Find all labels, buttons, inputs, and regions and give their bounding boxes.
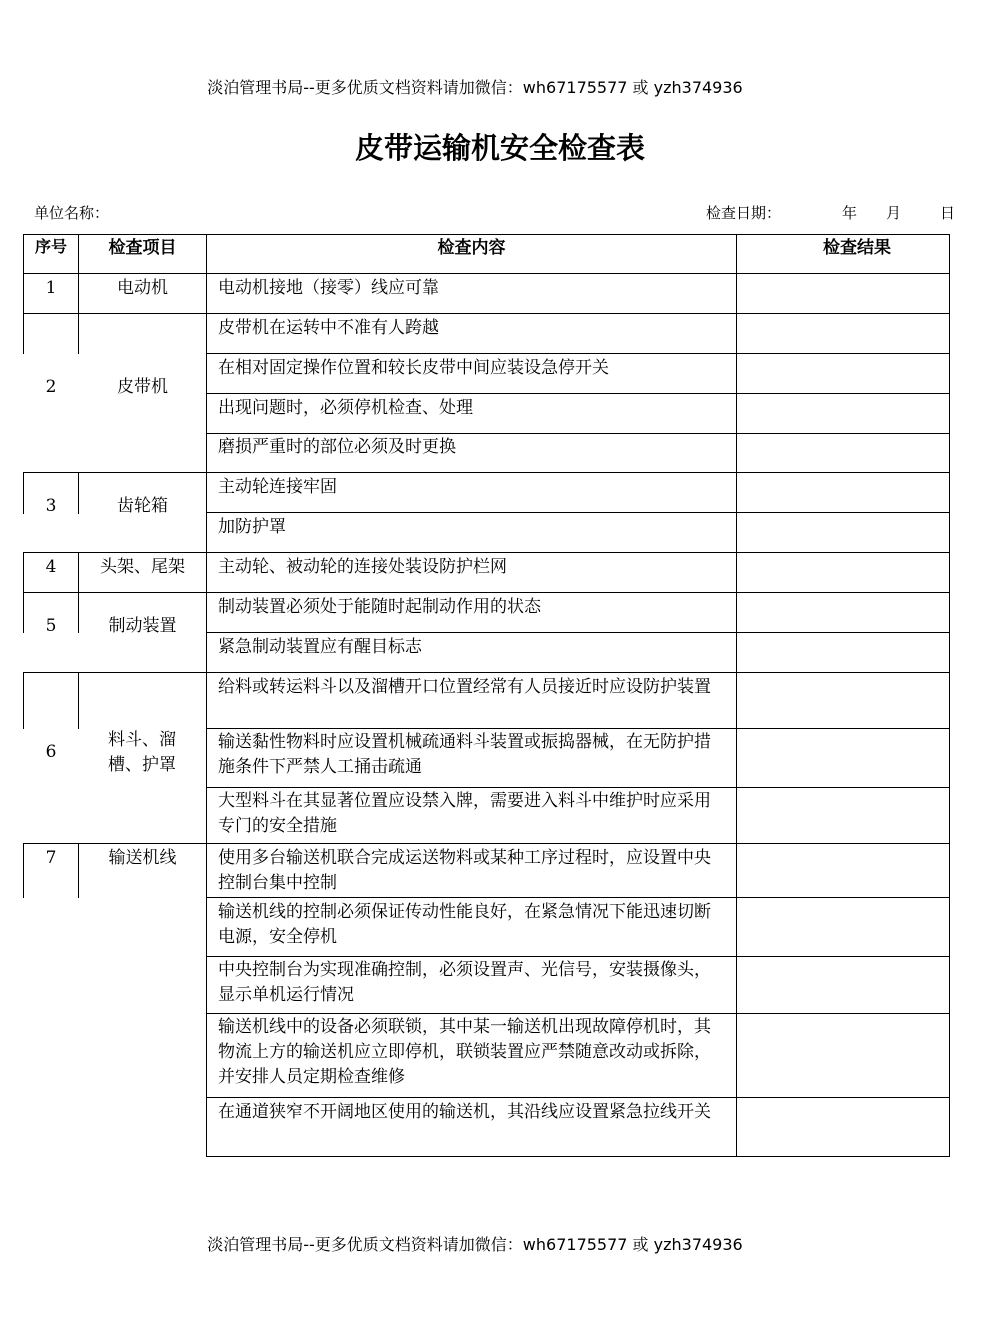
header-watermark: 淡泊管理书局--更多优质文档资料请加微信：wh67175577 或 yzh374936 — [207, 78, 743, 97]
row-content-5-1: 制动装置必须处于能随时起制动作用的状态 — [218, 597, 541, 617]
unit-name-label: 单位名称： — [34, 204, 110, 222]
row-no-7: 7 — [45, 848, 57, 868]
date-year-label: 年 — [842, 204, 858, 222]
row-no-6: 6 — [45, 742, 57, 762]
header-result: 检查结果 — [823, 238, 891, 258]
row-content-2-4: 磨损严重时的部位必须及时更换 — [218, 437, 456, 457]
row-content-2-3: 出现问题时，必须停机检查、处理 — [218, 398, 473, 418]
row-content-6-2: 输送黏性物料时应设置机械疏通料斗装置或振捣器械，在无防护措施条件下严禁人工捅击疏通 — [218, 732, 711, 777]
check-date-label: 检查日期： — [706, 204, 782, 222]
row-no-1: 1 — [45, 278, 57, 298]
row-item-7: 输送机线 — [108, 848, 177, 868]
row-no-3: 3 — [45, 496, 57, 516]
footer-watermark: 淡泊管理书局--更多优质文档资料请加微信：wh67175577 或 yzh374936 — [207, 1235, 743, 1254]
row-content-7-5: 在通道狭窄不开阔地区使用的输送机，其沿线应设置紧急拉线开关 — [218, 1102, 711, 1122]
row-content-2-2: 在相对固定操作位置和较长皮带中间应装设急停开关 — [218, 358, 609, 378]
page-title: 皮带运输机安全检查表 — [354, 131, 645, 165]
row-content-7-3: 中央控制台为实现准确控制，必须设置声、光信号，安装摄像头，显示单机运行情况 — [218, 960, 711, 1005]
row-content-7-2: 输送机线的控制必须保证传动性能良好，在紧急情况下能迅速切断电源，安全停机 — [218, 902, 711, 947]
header-content: 检查内容 — [437, 238, 506, 258]
date-month-label: 月 — [886, 204, 902, 222]
row-content-4-1: 主动轮、被动轮的连接处装设防护栏网 — [218, 557, 507, 577]
row-item-4: 头架、尾架 — [100, 557, 185, 577]
row-item-3: 齿轮箱 — [117, 496, 168, 516]
header-no: 序号 — [34, 237, 67, 256]
row-content-1-1: 电动机接地（接零）线应可靠 — [218, 278, 439, 298]
date-day-label: 日 — [940, 204, 956, 222]
row-content-3-2: 加防护罩 — [218, 517, 286, 537]
row-no-2: 2 — [45, 377, 57, 397]
row-item-1: 电动机 — [117, 278, 168, 298]
row-content-3-1: 主动轮连接牢固 — [218, 477, 337, 497]
row-item-2: 皮带机 — [117, 377, 168, 397]
row-content-6-1: 给料或转运料斗以及溜槽开口位置经常有人员接近时应设防护装置 — [218, 677, 711, 697]
row-content-5-2: 紧急制动装置应有醒目标志 — [218, 637, 422, 657]
row-no-4: 4 — [45, 557, 57, 577]
row-content-7-1: 使用多台输送机联合完成运送物料或某种工序过程时，应设置中央控制台集中控制 — [218, 848, 711, 893]
row-content-7-4: 输送机线中的设备必须联锁，其中某一输送机出现故障停机时，其物流上方的输送机应立即停机，联锁装置应严禁随意改动或拆除，并安排人员定期检查维修 — [218, 1017, 711, 1087]
row-content-6-3: 大型料斗在其显著位置应设禁入牌，需要进入料斗中维护时应采用专门的安全措施 — [218, 791, 711, 836]
row-no-5: 5 — [45, 616, 57, 636]
header-item: 检查项目 — [108, 238, 177, 258]
row-item-6: 料斗、溜槽、护罩 — [108, 730, 176, 775]
row-item-5: 制动装置 — [108, 616, 177, 636]
row-content-2-1: 皮带机在运转中不准有人跨越 — [218, 318, 439, 338]
